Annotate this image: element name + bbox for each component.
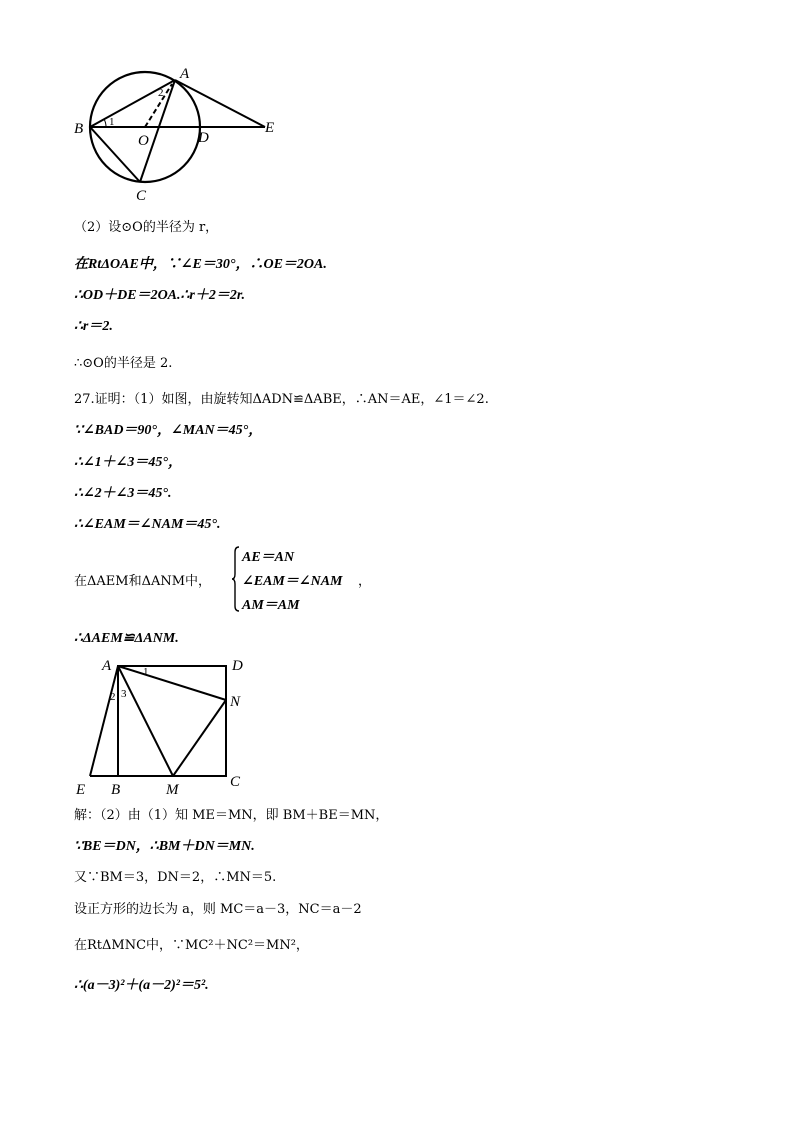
- text-line-1: （2）设⊙O的半径为 r，: [74, 220, 219, 235]
- text-line-18: ∴(a－3)²＋(a－2)²＝5².: [74, 978, 209, 993]
- text-line-4: ∴r＝2.: [74, 319, 113, 334]
- label-c: C: [136, 188, 147, 204]
- left-brace: [232, 546, 240, 612]
- text-line-3: ∴OD＋DE＝2OA.∴r＋2＝2r.: [74, 288, 246, 303]
- system-tail: ，: [358, 574, 372, 589]
- label-angle-2: 2: [110, 691, 116, 703]
- text-line-16: 设正方形的边长为 a，则 MC＝a－3，NC＝a－2: [74, 902, 362, 917]
- system-row-1: AE＝AN: [242, 550, 295, 565]
- label-n: N: [230, 694, 241, 710]
- text-line-10: ∴∠EAM＝∠NAM＝45°.: [74, 517, 221, 532]
- text-line-8: ∴∠1＋∠3＝45°，: [74, 455, 182, 470]
- line-ae: [90, 666, 118, 776]
- text-line-14: ∵BE＝DN，∴BM＋DN＝MN.: [74, 839, 255, 854]
- label-angle-1: 1: [109, 116, 115, 128]
- label-b: B: [74, 121, 84, 137]
- system-lead: 在ΔAEM和ΔANM中，: [74, 574, 212, 589]
- text-line-6: 27.证明：（1）如图，由旋转知ΔADN≌ΔABE，∴AN＝AE，∠1＝∠2.: [74, 392, 489, 407]
- line-mn: [173, 700, 226, 776]
- label-d: D: [232, 658, 243, 674]
- angle-1-arc: [104, 119, 106, 127]
- text-line-15: 又∵BM＝3，DN＝2，∴MN＝5.: [74, 870, 277, 885]
- line-am: [118, 666, 173, 776]
- label-b: B: [111, 782, 121, 798]
- label-c: C: [230, 774, 241, 790]
- label-o: O: [138, 133, 149, 149]
- figure-circle-tangent: [70, 60, 290, 208]
- system-row-2: ∠EAM＝∠NAM: [242, 574, 343, 589]
- label-angle-1: 1: [143, 666, 149, 678]
- text-line-2: 在RtΔOAE中，∵∠E＝30°，∴OE＝2OA.: [74, 257, 327, 272]
- text-line-17: 在RtΔMNC中，∵MC²＋NC²＝MN²，: [74, 938, 309, 953]
- text-line-7: ∵∠BAD＝90°，∠MAN＝45°，: [74, 423, 263, 438]
- system-row-3: AM＝AM: [242, 598, 300, 613]
- label-e: E: [265, 120, 275, 136]
- label-angle-2: 2: [158, 87, 164, 99]
- label-e: E: [76, 782, 86, 798]
- line-ae: [175, 80, 265, 127]
- label-angle-3: 3: [121, 688, 127, 700]
- label-a: A: [180, 66, 190, 82]
- label-m: M: [166, 782, 179, 798]
- text-line-9: ∴∠2＋∠3＝45°.: [74, 486, 172, 501]
- label-d: D: [198, 130, 209, 146]
- figure-square: [70, 654, 260, 800]
- line-an: [118, 666, 226, 700]
- text-line-13: 解：（2）由（1）知 ME＝MN，即 BM＋BE＝MN，: [74, 808, 389, 823]
- label-a: A: [102, 658, 112, 674]
- text-line-5: ∴⊙O的半径是 2.: [74, 356, 173, 371]
- text-line-12: ∴ΔAEM≌ΔANM.: [74, 631, 179, 646]
